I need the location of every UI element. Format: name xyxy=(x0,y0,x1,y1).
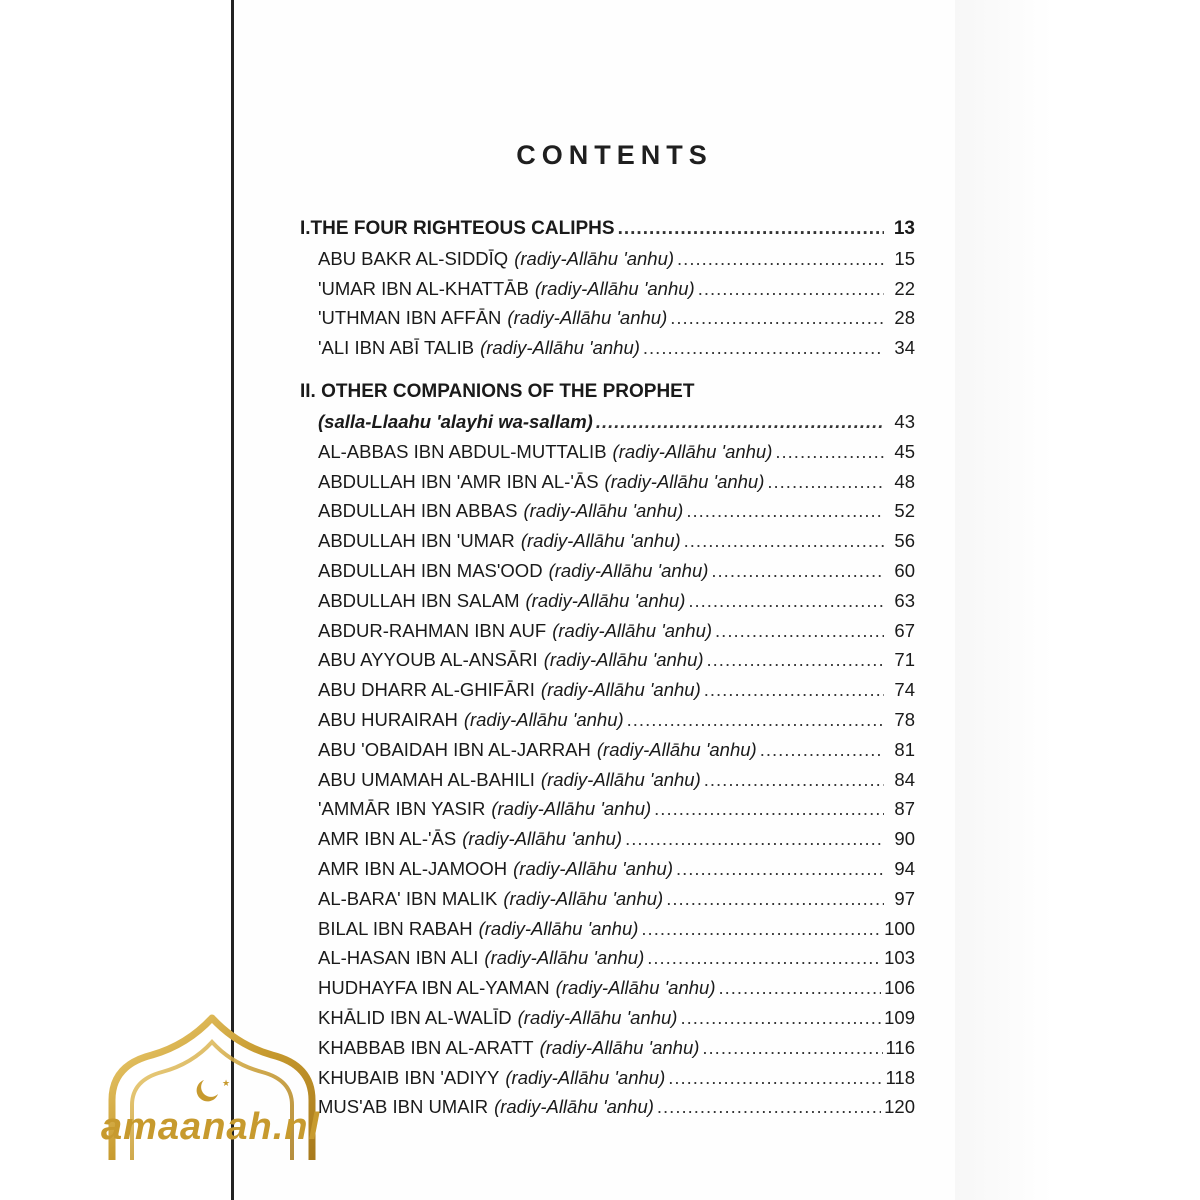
entry-name: MUS'AB IBN UMAIR xyxy=(318,1096,489,1118)
entry-name: ABU BAKR AL-SIDDĪQ xyxy=(318,247,509,269)
toc-entry xyxy=(300,943,915,973)
dot-leader xyxy=(707,645,884,675)
toc-entry xyxy=(300,437,915,467)
dot-leader xyxy=(654,794,884,824)
entry-name: 'UTHMAN IBN AFFĀN xyxy=(318,307,502,329)
dot-leader xyxy=(641,914,881,944)
toc-entry xyxy=(300,765,915,795)
section-subtitle: (salla-Llaahu 'alayhi wa-sallam) xyxy=(318,410,593,432)
dot-leader xyxy=(680,1003,881,1033)
entry-honorific: (radiy-Allāhu 'anhu) xyxy=(463,708,624,730)
page-number: 28 xyxy=(894,307,915,329)
entry-honorific: (radiy-Allāhu 'anhu) xyxy=(513,857,673,879)
entry-honorific: (radiy-Allāhu 'anhu) xyxy=(484,947,645,969)
dot-leader xyxy=(677,244,884,274)
toc-entry xyxy=(300,973,915,1003)
entry-honorific: (radiy-Allāhu 'anhu) xyxy=(555,977,716,999)
page-number: 13 xyxy=(893,218,915,239)
toc-entry xyxy=(300,526,915,556)
dot-leader xyxy=(704,765,884,795)
page-number: 100 xyxy=(884,917,915,939)
dot-leader xyxy=(698,274,884,304)
entry-honorific: (radiy-Allāhu 'anhu) xyxy=(534,277,695,299)
entry-name: ABDULLAH IBN 'UMAR xyxy=(318,530,515,552)
toc-entry xyxy=(300,496,915,526)
entry-name: ABDULLAH IBN 'AMR IBN AL-'ĀS xyxy=(318,470,599,492)
section-title: II. OTHER COMPANIONS OF THE PROPHET xyxy=(300,380,695,402)
dot-leader xyxy=(704,675,884,705)
entry-honorific: (radiy-Allāhu 'anhu) xyxy=(494,1096,654,1118)
entry-honorific: (radiy-Allāhu 'anhu) xyxy=(514,247,675,269)
page-number: 48 xyxy=(894,470,915,492)
entry-honorific: (radiy-Allāhu 'anhu) xyxy=(604,470,765,492)
toc-entry xyxy=(300,616,915,646)
toc-entry xyxy=(300,303,915,333)
page-number: 74 xyxy=(894,679,915,701)
toc-entry xyxy=(300,914,915,944)
page-title: CONTENTS xyxy=(516,140,713,170)
page-number: 56 xyxy=(894,530,915,552)
entry-name: BILAL IBN RABAH xyxy=(318,917,473,939)
entry-name: ABU HURAIRAH xyxy=(318,708,458,730)
entry-honorific: (radiy-Allāhu 'anhu) xyxy=(517,1006,678,1028)
toc-section-heading xyxy=(300,377,915,407)
dot-leader xyxy=(711,556,884,586)
toc-entry xyxy=(300,1033,915,1063)
toc-entry xyxy=(300,705,915,735)
toc-entry xyxy=(300,884,915,914)
toc-entry xyxy=(300,854,915,884)
toc-entry xyxy=(300,244,915,274)
entry-honorific: (radiy-Allāhu 'anhu) xyxy=(491,798,652,820)
page-number: 103 xyxy=(884,947,915,969)
dot-leader xyxy=(657,1092,881,1122)
page-number: 78 xyxy=(894,708,915,730)
entry-honorific: (radiy-Allāhu 'anhu) xyxy=(478,917,639,939)
entry-name: ABDULLAH IBN SALAM xyxy=(318,589,520,611)
page-number: 67 xyxy=(894,619,915,641)
toc-section-subheading xyxy=(300,407,915,437)
entry-honorific: (radiy-Allāhu 'anhu) xyxy=(552,619,713,641)
page-number: 120 xyxy=(884,1096,915,1118)
dot-leader xyxy=(618,214,884,244)
dot-leader xyxy=(686,496,884,526)
crescent-icon xyxy=(197,1080,218,1101)
page-number: 81 xyxy=(894,738,915,760)
entry-honorific: (radiy-Allāhu 'anhu) xyxy=(462,828,623,850)
page-number: 22 xyxy=(894,277,915,299)
entry-honorific: (radiy-Allāhu 'anhu) xyxy=(523,500,684,522)
section-title: I.THE FOUR RIGHTEOUS CALIPHS xyxy=(300,218,615,239)
entry-name: 'ALI IBN ABĪ TALIB xyxy=(318,337,475,359)
entry-name: KHĀLID IBN AL-WALĪD xyxy=(318,1006,512,1028)
dot-leader xyxy=(647,943,881,973)
dot-leader xyxy=(760,735,884,765)
page-number: 118 xyxy=(885,1066,915,1088)
page-number: 34 xyxy=(894,337,915,359)
page-number: 15 xyxy=(894,247,915,269)
page-number: 71 xyxy=(894,649,915,671)
toc-entry xyxy=(300,586,915,616)
page-margin-shade xyxy=(955,0,1200,1200)
entry-honorific: (radiy-Allāhu 'anhu) xyxy=(480,337,640,359)
toc-entry xyxy=(300,1092,915,1122)
page-number: 52 xyxy=(894,500,915,522)
page-number: 43 xyxy=(894,410,915,432)
entry-name: AL-ABBAS IBN ABDUL-MUTTALIB xyxy=(318,440,607,462)
entry-honorific: (radiy-Allāhu 'anhu) xyxy=(543,649,704,671)
toc-entry xyxy=(300,556,915,586)
entry-name: KHUBAIB IBN 'ADIYY xyxy=(318,1066,500,1088)
toc-entry xyxy=(300,824,915,854)
entry-name: ABDUR-RAHMAN IBN AUF xyxy=(318,619,547,641)
dot-leader xyxy=(775,437,884,467)
entry-name: ABU AYYOUB AL-ANSĀRI xyxy=(318,649,538,671)
entry-honorific: (radiy-Allāhu 'anhu) xyxy=(505,1066,666,1088)
page-number: 97 xyxy=(894,887,915,909)
svg-text:★: ★ xyxy=(222,1079,231,1089)
toc-entry xyxy=(300,794,915,824)
page-number: 60 xyxy=(894,559,915,581)
entry-honorific: (radiy-Allāhu 'anhu) xyxy=(539,1036,700,1058)
entry-name: KHABBAB IBN AL-ARATT xyxy=(318,1036,534,1058)
entry-honorific: (radiy-Allāhu 'anhu) xyxy=(525,589,686,611)
page-number: 45 xyxy=(894,440,915,462)
dot-leader xyxy=(684,526,884,556)
watermark-text: amaanah.nl xyxy=(101,1106,321,1148)
dot-leader xyxy=(596,407,884,437)
entry-name: ABU DHARR AL-GHIFĀRI xyxy=(318,679,535,701)
toc-entry xyxy=(300,1063,915,1093)
dot-leader xyxy=(670,303,884,333)
page-number: 106 xyxy=(884,977,915,999)
page-number: 109 xyxy=(884,1006,915,1028)
toc-entry xyxy=(300,1003,915,1033)
entry-name: ABDULLAH IBN ABBAS xyxy=(318,500,518,522)
watermark-logo xyxy=(92,1010,332,1180)
toc-entry xyxy=(300,645,915,675)
entry-name: ABU 'OBAIDAH IBN AL-JARRAH xyxy=(318,738,591,760)
toc-entry xyxy=(300,274,915,304)
page-number: 116 xyxy=(885,1036,915,1058)
entry-honorific: (radiy-Allāhu 'anhu) xyxy=(507,307,668,329)
dot-leader xyxy=(625,824,884,854)
dot-leader xyxy=(643,333,884,363)
dot-leader xyxy=(666,884,884,914)
dot-leader xyxy=(767,467,884,497)
page-number: 84 xyxy=(894,768,915,790)
toc-section-heading xyxy=(300,214,915,244)
entry-honorific: (radiy-Allāhu 'anhu) xyxy=(503,887,664,909)
entry-name: HUDHAYFA IBN AL-YAMAN xyxy=(318,977,550,999)
entry-honorific: (radiy-Allāhu 'anhu) xyxy=(520,530,681,552)
entry-name: ABU UMAMAH AL-BAHILI xyxy=(318,768,535,790)
table-of-contents xyxy=(300,214,915,1122)
entry-honorific: (radiy-Allāhu 'anhu) xyxy=(540,679,701,701)
entry-name: AL-HASAN IBN ALI xyxy=(318,947,479,969)
book-page xyxy=(234,0,955,1200)
entry-name: AL-BARA' IBN MALIK xyxy=(318,887,498,909)
dot-leader xyxy=(719,973,882,1003)
dot-leader xyxy=(627,705,884,735)
entry-name: ABDULLAH IBN MAS'OOD xyxy=(318,559,543,581)
page-number: 94 xyxy=(894,857,915,879)
entry-honorific: (radiy-Allāhu 'anhu) xyxy=(612,440,773,462)
toc-entry xyxy=(300,467,915,497)
entry-honorific: (radiy-Allāhu 'anhu) xyxy=(596,738,757,760)
page-number: 87 xyxy=(894,798,915,820)
dot-leader xyxy=(668,1063,882,1093)
entry-honorific: (radiy-Allāhu 'anhu) xyxy=(540,768,701,790)
page-number: 63 xyxy=(894,589,915,611)
entry-name: AMR IBN AL-JAMOOH xyxy=(318,857,508,879)
toc-entry xyxy=(300,675,915,705)
toc-entry xyxy=(300,333,915,363)
entry-name: AMR IBN AL-'ĀS xyxy=(318,828,457,850)
toc-entry xyxy=(300,735,915,765)
dot-leader xyxy=(676,854,884,884)
entry-name: 'UMAR IBN AL-KHATTĀB xyxy=(318,277,529,299)
entry-name: 'AMMĀR IBN YASIR xyxy=(318,798,486,820)
dot-leader xyxy=(688,586,884,616)
page-number: 90 xyxy=(894,828,915,850)
dot-leader xyxy=(715,616,884,646)
entry-honorific: (radiy-Allāhu 'anhu) xyxy=(548,559,709,581)
dot-leader xyxy=(702,1033,882,1063)
